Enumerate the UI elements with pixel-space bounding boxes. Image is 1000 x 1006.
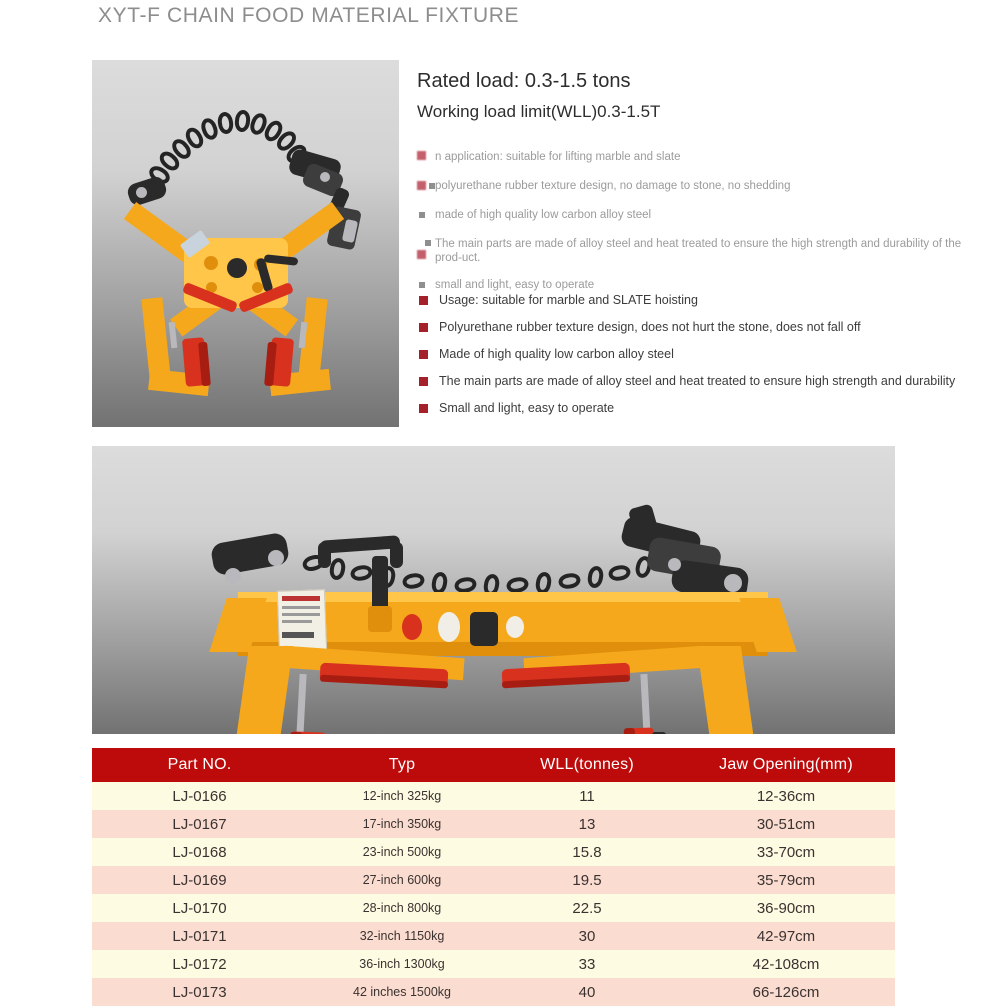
list-item-label: Polyurethane rubber texture design, does not hurt the stone, does not fall off [439, 320, 861, 334]
list-item [417, 150, 972, 164]
cell-part-no: LJ-0172 [92, 950, 307, 978]
list-item [417, 401, 962, 416]
cell-part-no: LJ-0170 [92, 894, 307, 922]
square-marker-icon [417, 250, 426, 259]
square-bullet-icon [419, 350, 428, 359]
cell-jaw: 35-79cm [677, 866, 895, 894]
cell-part-no: LJ-0173 [92, 978, 307, 1006]
square-marker-icon [417, 181, 426, 190]
specification-table [92, 748, 895, 1006]
list-item-label: polyurethane rubber texture design, no damage to stone, no shedding [435, 180, 791, 192]
list-item-label: The main parts are made of alloy steel and heat treated to ensure high strength and durability [439, 374, 956, 388]
cell-wll: 22.5 [497, 894, 677, 922]
cell-jaw: 66-126cm [677, 978, 895, 1006]
cell-jaw: 12-36cm [677, 782, 895, 810]
cell-part-no: LJ-0171 [92, 922, 307, 950]
square-bullet-icon [419, 323, 428, 332]
cell-typ: 42 inches 1500kg [307, 978, 497, 1006]
table-row [92, 838, 895, 866]
cell-part-no: LJ-0168 [92, 838, 307, 866]
list-item-label: made of high quality low carbon alloy steel [435, 209, 652, 221]
list-item [417, 278, 972, 292]
list-item-label: n application: suitable for lifting marble and slate [435, 151, 681, 163]
cell-part-no: LJ-0167 [92, 810, 307, 838]
cell-typ: 32-inch 1150kg [307, 922, 497, 950]
list-item [417, 208, 972, 222]
cell-wll: 15.8 [497, 838, 677, 866]
rated-load-text: Rated load: 0.3-1.5 tons [417, 70, 631, 92]
cell-typ: 12-inch 325kg [307, 782, 497, 810]
column-header-wll: WLL(tonnes) [497, 748, 677, 782]
list-item [417, 293, 962, 308]
square-bullet-icon [419, 377, 428, 386]
cell-part-no: LJ-0166 [92, 782, 307, 810]
list-item-label: Small and light, easy to operate [439, 401, 615, 415]
table-row [92, 810, 895, 838]
list-item [417, 320, 962, 335]
list-item-label: The main parts are made of alloy steel and heat treated to ensure the high strength and durability of the prod-uct. [435, 238, 962, 264]
square-bullet-icon [419, 282, 425, 288]
cell-typ: 27-inch 600kg [307, 866, 497, 894]
cell-wll: 40 [497, 978, 677, 1006]
list-item [417, 374, 962, 389]
table-row [92, 894, 895, 922]
features-list-strong [417, 293, 962, 428]
square-bullet-icon [419, 296, 428, 305]
cell-wll: 30 [497, 922, 677, 950]
page-title: XYT-F CHAIN FOOD MATERIAL FIXTURE [98, 4, 520, 27]
cell-typ: 23-inch 500kg [307, 838, 497, 866]
cell-jaw: 36-90cm [677, 894, 895, 922]
square-bullet-icon [429, 183, 435, 189]
square-bullet-icon [419, 212, 425, 218]
table-row [92, 978, 895, 1006]
table-row [92, 866, 895, 894]
list-item [417, 347, 962, 362]
square-marker-icon [417, 151, 426, 160]
cell-wll: 19.5 [497, 866, 677, 894]
cell-jaw: 42-97cm [677, 922, 895, 950]
list-item-label: small and light, easy to operate [435, 279, 595, 291]
column-header-typ: Typ [307, 748, 497, 782]
cell-wll: 13 [497, 810, 677, 838]
cell-typ: 36-inch 1300kg [307, 950, 497, 978]
column-header-jaw-opening: Jaw Opening(mm) [677, 748, 895, 782]
column-header-part-no: Part NO. [92, 748, 307, 782]
cell-jaw: 33-70cm [677, 838, 895, 866]
working-load-text: Working load limit(WLL)0.3-1.5T [417, 102, 661, 121]
table-header-row [92, 748, 895, 782]
cell-wll: 11 [497, 782, 677, 810]
square-bullet-icon [425, 240, 431, 246]
cell-wll: 33 [497, 950, 677, 978]
features-list-faint [417, 150, 972, 307]
cell-part-no: LJ-0169 [92, 866, 307, 894]
product-photo-wide-clamp [92, 446, 895, 734]
cell-jaw: 30-51cm [677, 810, 895, 838]
cell-jaw: 42-108cm [677, 950, 895, 978]
table-row [92, 782, 895, 810]
table-row [92, 922, 895, 950]
clamp-illustration-wide [92, 446, 895, 734]
product-photo-scissor-clamp [92, 60, 399, 427]
list-item [417, 179, 972, 193]
square-bullet-icon [419, 404, 428, 413]
list-item [417, 237, 972, 265]
clamp-illustration-scissor [92, 60, 399, 427]
list-item-label: Usage: suitable for marble and SLATE hoisting [439, 293, 698, 307]
cell-typ: 28-inch 800kg [307, 894, 497, 922]
cell-typ: 17-inch 350kg [307, 810, 497, 838]
list-item-label: Made of high quality low carbon alloy steel [439, 347, 674, 361]
table-row [92, 950, 895, 978]
